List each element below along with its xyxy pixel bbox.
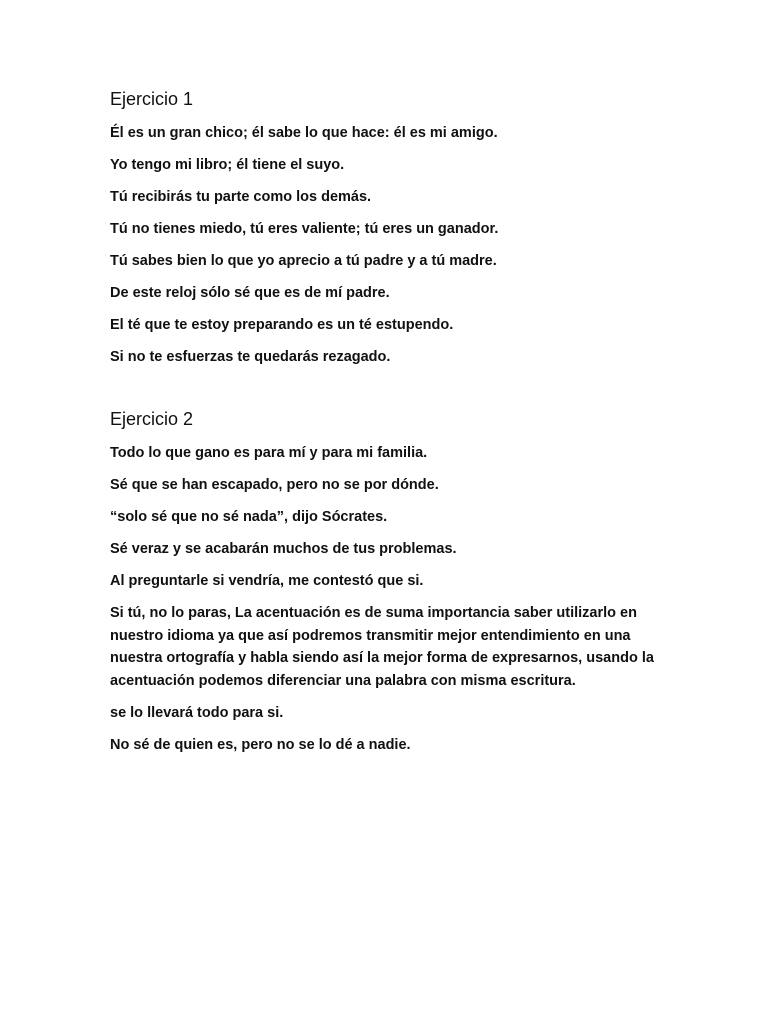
section-ejercicio-2 (110, 406, 670, 756)
section-heading: Ejercicio 2 (110, 409, 194, 429)
sentence: se lo llevará todo para si. (110, 705, 284, 721)
sentence: Yo tengo mi libro; él tiene el suyo. (110, 157, 345, 173)
sentence: Él es un gran chico; él sabe lo que hace: él es mi amigo. (110, 125, 498, 141)
sentence: Tú sabes bien lo que yo aprecio a tú padre y a tú madre. (110, 253, 497, 269)
sentence: De este reloj sólo sé que es de mí padre. (110, 285, 390, 301)
sentence: Tú no tienes miedo, tú eres valiente; tú eres un ganador. (110, 221, 499, 237)
paragraph: Si tú, no lo paras, La acentuación es de suma importancia saber utilizarlo en nuestro idioma ya que así podremos transmitir mejor entendimiento en una nuestra ortografía y habla siendo así la mejor forma de expresarnos, usando la acentuación podemos diferenciar una palabra con misma escritura. (110, 605, 654, 689)
section-heading: Ejercicio 1 (110, 89, 194, 109)
sentence: El té que te estoy preparando es un té estupendo. (110, 317, 454, 333)
sentence: No sé de quien es, pero no se lo dé a nadie. (110, 737, 411, 753)
sentence: Sé veraz y se acabarán muchos de tus problemas. (110, 541, 457, 557)
sentence: Tú recibirás tu parte como los demás. (110, 189, 372, 205)
section-ejercicio-1 (110, 86, 670, 368)
sentence: Si no te esfuerzas te quedarás rezagado. (110, 349, 391, 365)
sentence: Al preguntarle si vendría, me contestó que si. (110, 573, 424, 589)
sentence: “solo sé que no sé nada”, dijo Sócrates. (110, 509, 388, 525)
sentence: Todo lo que gano es para mí y para mi familia. (110, 445, 428, 461)
sentence: Sé que se han escapado, pero no se por dónde. (110, 477, 439, 493)
document-page (110, 86, 670, 766)
